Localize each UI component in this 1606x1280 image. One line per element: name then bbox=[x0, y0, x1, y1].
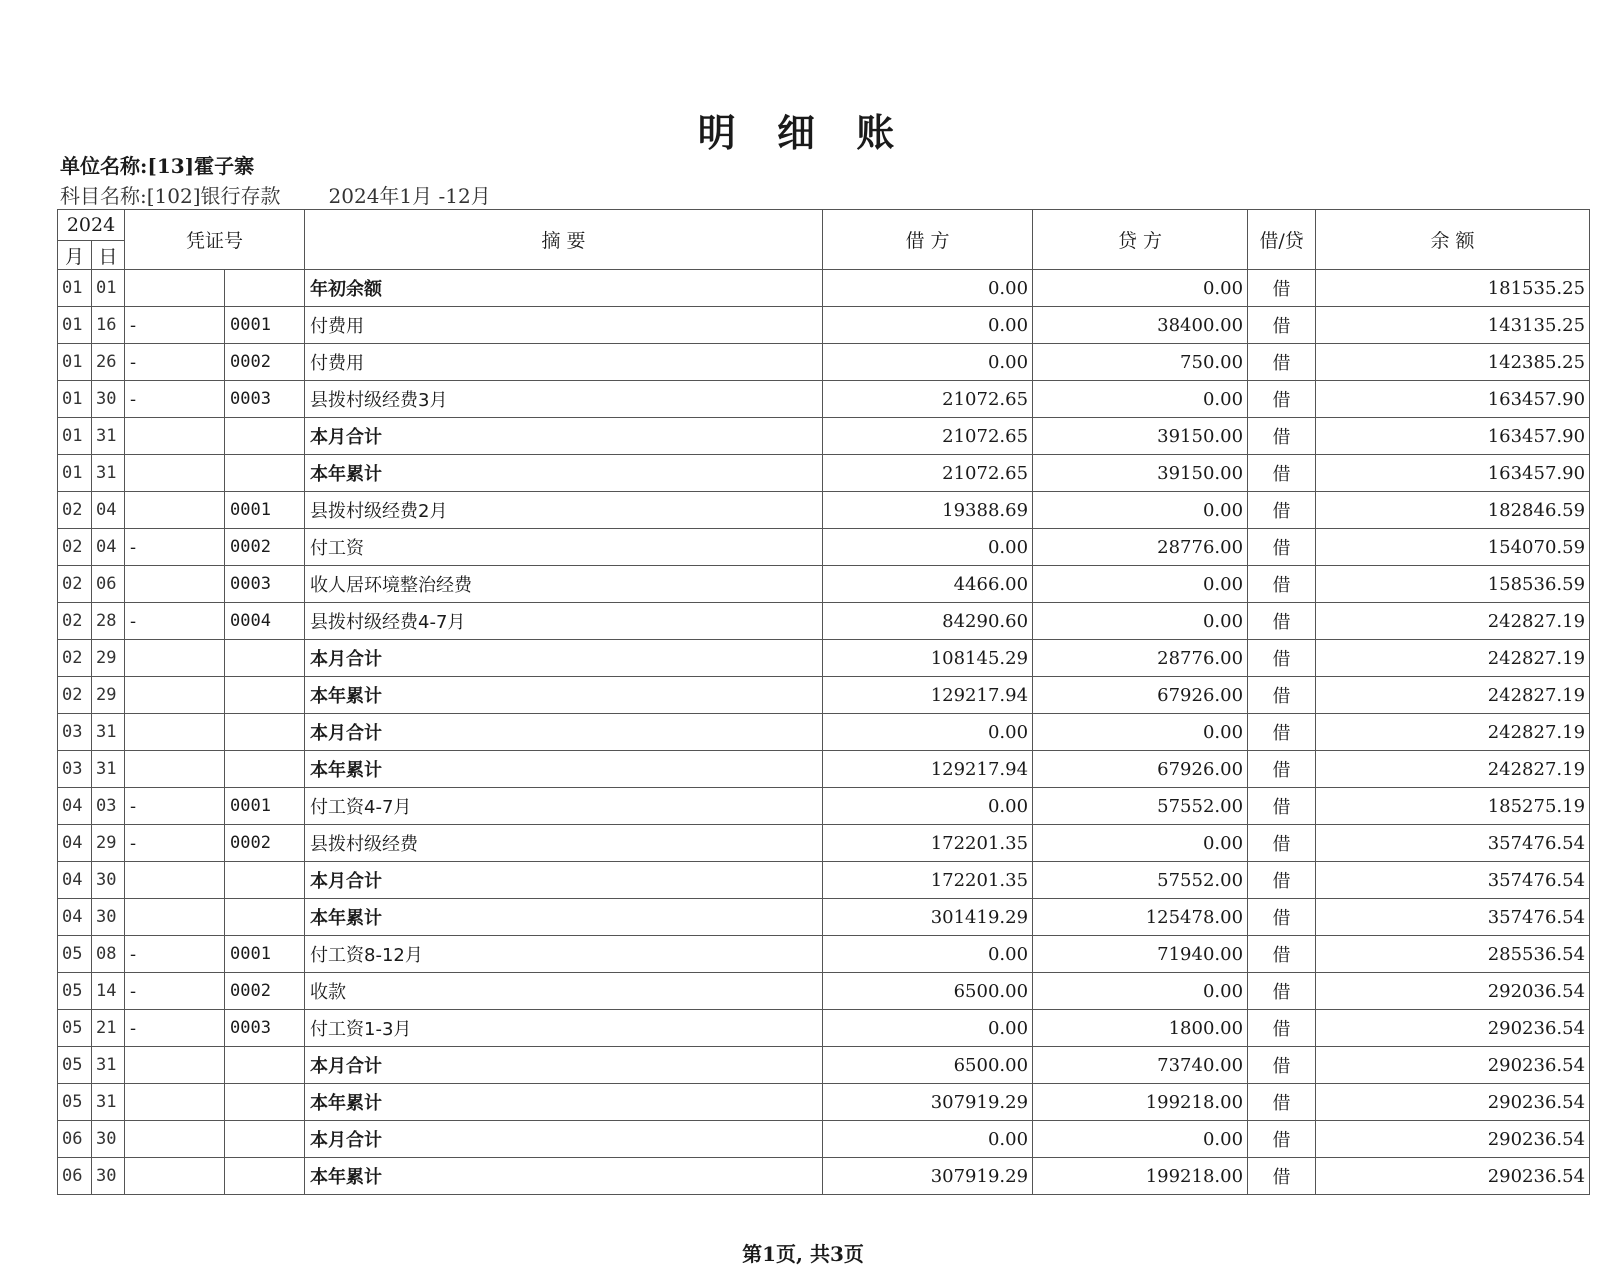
day-cell: 26 bbox=[92, 344, 125, 381]
debit-cell: 0.00 bbox=[823, 788, 1033, 825]
direction-cell: 借 bbox=[1248, 1084, 1316, 1121]
month-cell: 03 bbox=[58, 714, 92, 751]
debit-cell: 21072.65 bbox=[823, 455, 1033, 492]
credit-cell: 28776.00 bbox=[1033, 529, 1248, 566]
month-cell: 06 bbox=[58, 1121, 92, 1158]
month-cell: 06 bbox=[58, 1158, 92, 1195]
day-cell: 30 bbox=[92, 1158, 125, 1195]
table-row bbox=[58, 899, 1590, 936]
direction-cell: 借 bbox=[1248, 825, 1316, 862]
direction-cell: 借 bbox=[1248, 640, 1316, 677]
balance-cell: 163457.90 bbox=[1316, 455, 1590, 492]
direction-cell: 借 bbox=[1248, 455, 1316, 492]
balance-cell: 242827.19 bbox=[1316, 640, 1590, 677]
summary-cell: 本年累计 bbox=[305, 677, 823, 714]
voucher-number-cell: 0002 bbox=[225, 825, 305, 862]
day-cell: 30 bbox=[92, 862, 125, 899]
day-cell: 08 bbox=[92, 936, 125, 973]
voucher-type-cell: - bbox=[125, 381, 225, 418]
credit-cell: 125478.00 bbox=[1033, 899, 1248, 936]
table-row bbox=[58, 936, 1590, 973]
page-footer: 第1页, 共3页 bbox=[742, 1242, 864, 1266]
credit-cell: 0.00 bbox=[1033, 603, 1248, 640]
voucher-type-cell bbox=[125, 899, 225, 936]
day-cell: 31 bbox=[92, 455, 125, 492]
balance-cell: 158536.59 bbox=[1316, 566, 1590, 603]
credit-cell: 39150.00 bbox=[1033, 455, 1248, 492]
direction-header: 借/贷 bbox=[1248, 210, 1316, 270]
table-row bbox=[58, 751, 1590, 788]
day-cell: 30 bbox=[92, 899, 125, 936]
balance-cell: 143135.25 bbox=[1316, 307, 1590, 344]
unit-name: 单位名称:[13]霍子寨 bbox=[60, 154, 255, 178]
debit-cell: 129217.94 bbox=[823, 677, 1033, 714]
voucher-type-cell bbox=[125, 1121, 225, 1158]
voucher-number-cell: 0001 bbox=[225, 307, 305, 344]
balance-cell: 290236.54 bbox=[1316, 1047, 1590, 1084]
table-row bbox=[58, 1047, 1590, 1084]
summary-cell: 收人居环境整治经费 bbox=[305, 566, 823, 603]
ledger-table bbox=[57, 209, 1590, 1195]
table-row bbox=[58, 788, 1590, 825]
voucher-number-cell: 0003 bbox=[225, 566, 305, 603]
direction-cell: 借 bbox=[1248, 677, 1316, 714]
debit-cell: 0.00 bbox=[823, 1010, 1033, 1047]
voucher-type-cell bbox=[125, 455, 225, 492]
summary-cell: 收款 bbox=[305, 973, 823, 1010]
debit-cell: 84290.60 bbox=[823, 603, 1033, 640]
table-row bbox=[58, 455, 1590, 492]
summary-cell: 本年累计 bbox=[305, 751, 823, 788]
summary-cell: 年初余额 bbox=[305, 270, 823, 307]
month-cell: 01 bbox=[58, 381, 92, 418]
voucher-type-cell bbox=[125, 418, 225, 455]
debit-cell: 0.00 bbox=[823, 270, 1033, 307]
direction-cell: 借 bbox=[1248, 270, 1316, 307]
direction-cell: 借 bbox=[1248, 1010, 1316, 1047]
month-cell: 01 bbox=[58, 344, 92, 381]
summary-cell: 县拨村级经费3月 bbox=[305, 381, 823, 418]
ledger-body bbox=[58, 270, 1590, 1195]
voucher-type-cell bbox=[125, 270, 225, 307]
summary-cell: 县拨村级经费 bbox=[305, 825, 823, 862]
table-row bbox=[58, 862, 1590, 899]
month-header: 月 bbox=[58, 241, 92, 270]
direction-cell: 借 bbox=[1248, 899, 1316, 936]
day-cell: 30 bbox=[92, 1121, 125, 1158]
table-row bbox=[58, 307, 1590, 344]
voucher-number-cell bbox=[225, 899, 305, 936]
debit-cell: 21072.65 bbox=[823, 381, 1033, 418]
table-row bbox=[58, 1158, 1590, 1195]
debit-cell: 6500.00 bbox=[823, 1047, 1033, 1084]
debit-cell: 108145.29 bbox=[823, 640, 1033, 677]
credit-cell: 57552.00 bbox=[1033, 862, 1248, 899]
direction-cell: 借 bbox=[1248, 936, 1316, 973]
summary-cell: 本月合计 bbox=[305, 640, 823, 677]
voucher-number-cell: 0003 bbox=[225, 381, 305, 418]
table-row bbox=[58, 677, 1590, 714]
summary-cell: 付工资1-3月 bbox=[305, 1010, 823, 1047]
debit-cell: 0.00 bbox=[823, 1121, 1033, 1158]
direction-cell: 借 bbox=[1248, 492, 1316, 529]
credit-cell: 750.00 bbox=[1033, 344, 1248, 381]
debit-cell: 19388.69 bbox=[823, 492, 1033, 529]
summary-cell: 付工资8-12月 bbox=[305, 936, 823, 973]
direction-cell: 借 bbox=[1248, 566, 1316, 603]
voucher-number-cell: 0001 bbox=[225, 492, 305, 529]
debit-cell: 21072.65 bbox=[823, 418, 1033, 455]
credit-cell: 0.00 bbox=[1033, 1121, 1248, 1158]
month-cell: 02 bbox=[58, 640, 92, 677]
credit-cell: 1800.00 bbox=[1033, 1010, 1248, 1047]
direction-cell: 借 bbox=[1248, 381, 1316, 418]
month-cell: 01 bbox=[58, 418, 92, 455]
credit-cell: 67926.00 bbox=[1033, 677, 1248, 714]
credit-cell: 0.00 bbox=[1033, 973, 1248, 1010]
balance-cell: 185275.19 bbox=[1316, 788, 1590, 825]
balance-cell: 242827.19 bbox=[1316, 751, 1590, 788]
day-cell: 14 bbox=[92, 973, 125, 1010]
direction-cell: 借 bbox=[1248, 529, 1316, 566]
day-cell: 03 bbox=[92, 788, 125, 825]
month-cell: 01 bbox=[58, 270, 92, 307]
credit-cell: 57552.00 bbox=[1033, 788, 1248, 825]
day-cell: 16 bbox=[92, 307, 125, 344]
day-cell: 31 bbox=[92, 418, 125, 455]
voucher-number-cell: 0002 bbox=[225, 344, 305, 381]
day-cell: 04 bbox=[92, 492, 125, 529]
day-cell: 29 bbox=[92, 825, 125, 862]
voucher-number-cell bbox=[225, 1047, 305, 1084]
voucher-type-cell bbox=[125, 1084, 225, 1121]
voucher-type-cell: - bbox=[125, 344, 225, 381]
credit-header: 贷 方 bbox=[1033, 210, 1248, 270]
voucher-number-cell bbox=[225, 677, 305, 714]
table-row bbox=[58, 418, 1590, 455]
balance-cell: 357476.54 bbox=[1316, 899, 1590, 936]
voucher-number-cell bbox=[225, 862, 305, 899]
month-cell: 01 bbox=[58, 455, 92, 492]
table-row bbox=[58, 603, 1590, 640]
table-row bbox=[58, 825, 1590, 862]
debit-cell: 0.00 bbox=[823, 307, 1033, 344]
voucher-number-cell bbox=[225, 714, 305, 751]
direction-cell: 借 bbox=[1248, 973, 1316, 1010]
table-row bbox=[58, 270, 1590, 307]
summary-cell: 付工资 bbox=[305, 529, 823, 566]
direction-cell: 借 bbox=[1248, 307, 1316, 344]
table-row bbox=[58, 1010, 1590, 1047]
debit-cell: 301419.29 bbox=[823, 899, 1033, 936]
day-cell: 31 bbox=[92, 751, 125, 788]
direction-cell: 借 bbox=[1248, 1047, 1316, 1084]
summary-cell: 本月合计 bbox=[305, 1047, 823, 1084]
summary-cell: 付工资4-7月 bbox=[305, 788, 823, 825]
balance-cell: 181535.25 bbox=[1316, 270, 1590, 307]
voucher-type-cell: - bbox=[125, 788, 225, 825]
day-cell: 04 bbox=[92, 529, 125, 566]
summary-cell: 本月合计 bbox=[305, 1121, 823, 1158]
voucher-type-cell: - bbox=[125, 973, 225, 1010]
voucher-number-cell bbox=[225, 1121, 305, 1158]
day-cell: 29 bbox=[92, 677, 125, 714]
debit-cell: 172201.35 bbox=[823, 825, 1033, 862]
table-row bbox=[58, 529, 1590, 566]
voucher-number-cell bbox=[225, 640, 305, 677]
month-cell: 01 bbox=[58, 307, 92, 344]
credit-cell: 73740.00 bbox=[1033, 1047, 1248, 1084]
voucher-number-cell bbox=[225, 418, 305, 455]
credit-cell: 199218.00 bbox=[1033, 1158, 1248, 1195]
direction-cell: 借 bbox=[1248, 1121, 1316, 1158]
debit-cell: 129217.94 bbox=[823, 751, 1033, 788]
page-title: 明 细 账 bbox=[697, 111, 909, 155]
credit-cell: 38400.00 bbox=[1033, 307, 1248, 344]
voucher-type-cell: - bbox=[125, 529, 225, 566]
summary-cell: 本年累计 bbox=[305, 1084, 823, 1121]
month-cell: 05 bbox=[58, 973, 92, 1010]
voucher-number-cell bbox=[225, 455, 305, 492]
voucher-type-cell bbox=[125, 1158, 225, 1195]
voucher-number-cell: 0001 bbox=[225, 788, 305, 825]
balance-cell: 182846.59 bbox=[1316, 492, 1590, 529]
voucher-type-cell bbox=[125, 677, 225, 714]
month-cell: 05 bbox=[58, 1047, 92, 1084]
table-row bbox=[58, 714, 1590, 751]
day-cell: 01 bbox=[92, 270, 125, 307]
month-cell: 05 bbox=[58, 1084, 92, 1121]
table-row bbox=[58, 640, 1590, 677]
balance-cell: 357476.54 bbox=[1316, 825, 1590, 862]
subject-line bbox=[60, 180, 491, 209]
voucher-number-cell: 0002 bbox=[225, 973, 305, 1010]
credit-cell: 28776.00 bbox=[1033, 640, 1248, 677]
debit-cell: 4466.00 bbox=[823, 566, 1033, 603]
voucher-number-cell bbox=[225, 1158, 305, 1195]
direction-cell: 借 bbox=[1248, 418, 1316, 455]
credit-cell: 0.00 bbox=[1033, 714, 1248, 751]
table-row bbox=[58, 344, 1590, 381]
voucher-type-cell bbox=[125, 640, 225, 677]
voucher-type-cell bbox=[125, 566, 225, 603]
credit-cell: 199218.00 bbox=[1033, 1084, 1248, 1121]
summary-cell: 本月合计 bbox=[305, 862, 823, 899]
table-row bbox=[58, 381, 1590, 418]
balance-cell: 242827.19 bbox=[1316, 603, 1590, 640]
voucher-number-cell: 0004 bbox=[225, 603, 305, 640]
direction-cell: 借 bbox=[1248, 751, 1316, 788]
month-cell: 02 bbox=[58, 566, 92, 603]
day-cell: 21 bbox=[92, 1010, 125, 1047]
summary-cell: 付费用 bbox=[305, 307, 823, 344]
month-cell: 05 bbox=[58, 1010, 92, 1047]
day-cell: 31 bbox=[92, 1047, 125, 1084]
direction-cell: 借 bbox=[1248, 603, 1316, 640]
balance-cell: 142385.25 bbox=[1316, 344, 1590, 381]
day-cell: 06 bbox=[92, 566, 125, 603]
period: 2024年1月 -12月 bbox=[328, 184, 491, 208]
summary-cell: 本月合计 bbox=[305, 418, 823, 455]
header-row bbox=[58, 210, 1590, 241]
balance-cell: 242827.19 bbox=[1316, 677, 1590, 714]
balance-cell: 290236.54 bbox=[1316, 1158, 1590, 1195]
month-cell: 02 bbox=[58, 677, 92, 714]
credit-cell: 0.00 bbox=[1033, 825, 1248, 862]
voucher-type-cell bbox=[125, 492, 225, 529]
balance-cell: 285536.54 bbox=[1316, 936, 1590, 973]
summary-cell: 县拨村级经费4-7月 bbox=[305, 603, 823, 640]
month-cell: 02 bbox=[58, 529, 92, 566]
summary-header: 摘 要 bbox=[305, 210, 823, 270]
subject-name: 科目名称:[102]银行存款 bbox=[60, 184, 281, 208]
direction-cell: 借 bbox=[1248, 862, 1316, 899]
debit-cell: 307919.29 bbox=[823, 1158, 1033, 1195]
balance-cell: 242827.19 bbox=[1316, 714, 1590, 751]
month-cell: 03 bbox=[58, 751, 92, 788]
voucher-type-cell: - bbox=[125, 936, 225, 973]
voucher-header: 凭证号 bbox=[125, 210, 305, 270]
summary-cell: 本年累计 bbox=[305, 899, 823, 936]
credit-cell: 0.00 bbox=[1033, 492, 1248, 529]
table-row bbox=[58, 1121, 1590, 1158]
debit-cell: 172201.35 bbox=[823, 862, 1033, 899]
balance-cell: 357476.54 bbox=[1316, 862, 1590, 899]
summary-cell: 付费用 bbox=[305, 344, 823, 381]
year-header: 2024 bbox=[58, 210, 125, 241]
voucher-number-cell bbox=[225, 751, 305, 788]
debit-cell: 0.00 bbox=[823, 714, 1033, 751]
debit-cell: 6500.00 bbox=[823, 973, 1033, 1010]
direction-cell: 借 bbox=[1248, 714, 1316, 751]
credit-cell: 67926.00 bbox=[1033, 751, 1248, 788]
debit-cell: 0.00 bbox=[823, 529, 1033, 566]
voucher-type-cell bbox=[125, 1047, 225, 1084]
balance-cell: 290236.54 bbox=[1316, 1084, 1590, 1121]
voucher-number-cell: 0001 bbox=[225, 936, 305, 973]
debit-cell: 307919.29 bbox=[823, 1084, 1033, 1121]
voucher-type-cell bbox=[125, 714, 225, 751]
month-cell: 04 bbox=[58, 825, 92, 862]
summary-cell: 本年累计 bbox=[305, 455, 823, 492]
direction-cell: 借 bbox=[1248, 1158, 1316, 1195]
month-cell: 05 bbox=[58, 936, 92, 973]
day-cell: 30 bbox=[92, 381, 125, 418]
voucher-number-cell bbox=[225, 1084, 305, 1121]
balance-cell: 290236.54 bbox=[1316, 1010, 1590, 1047]
table-row bbox=[58, 1084, 1590, 1121]
debit-cell: 0.00 bbox=[823, 344, 1033, 381]
month-cell: 02 bbox=[58, 492, 92, 529]
balance-cell: 292036.54 bbox=[1316, 973, 1590, 1010]
balance-cell: 154070.59 bbox=[1316, 529, 1590, 566]
debit-cell: 0.00 bbox=[823, 936, 1033, 973]
credit-cell: 39150.00 bbox=[1033, 418, 1248, 455]
voucher-type-cell: - bbox=[125, 825, 225, 862]
credit-cell: 0.00 bbox=[1033, 566, 1248, 603]
voucher-number-cell bbox=[225, 270, 305, 307]
credit-cell: 0.00 bbox=[1033, 270, 1248, 307]
balance-header: 余 额 bbox=[1316, 210, 1590, 270]
summary-cell: 本年累计 bbox=[305, 1158, 823, 1195]
credit-cell: 0.00 bbox=[1033, 381, 1248, 418]
summary-cell: 县拨村级经费2月 bbox=[305, 492, 823, 529]
table-row bbox=[58, 566, 1590, 603]
table-row bbox=[58, 973, 1590, 1010]
credit-cell: 71940.00 bbox=[1033, 936, 1248, 973]
month-cell: 04 bbox=[58, 899, 92, 936]
day-cell: 28 bbox=[92, 603, 125, 640]
balance-cell: 163457.90 bbox=[1316, 381, 1590, 418]
balance-cell: 290236.54 bbox=[1316, 1121, 1590, 1158]
voucher-type-cell bbox=[125, 751, 225, 788]
voucher-number-cell: 0002 bbox=[225, 529, 305, 566]
balance-cell: 163457.90 bbox=[1316, 418, 1590, 455]
voucher-type-cell: - bbox=[125, 603, 225, 640]
day-cell: 29 bbox=[92, 640, 125, 677]
direction-cell: 借 bbox=[1248, 788, 1316, 825]
month-cell: 04 bbox=[58, 788, 92, 825]
voucher-type-cell: - bbox=[125, 307, 225, 344]
day-header: 日 bbox=[92, 241, 125, 270]
voucher-type-cell bbox=[125, 862, 225, 899]
debit-header: 借 方 bbox=[823, 210, 1033, 270]
day-cell: 31 bbox=[92, 714, 125, 751]
summary-cell: 本月合计 bbox=[305, 714, 823, 751]
voucher-number-cell: 0003 bbox=[225, 1010, 305, 1047]
direction-cell: 借 bbox=[1248, 344, 1316, 381]
day-cell: 31 bbox=[92, 1084, 125, 1121]
table-row bbox=[58, 492, 1590, 529]
month-cell: 04 bbox=[58, 862, 92, 899]
voucher-type-cell: - bbox=[125, 1010, 225, 1047]
month-cell: 02 bbox=[58, 603, 92, 640]
